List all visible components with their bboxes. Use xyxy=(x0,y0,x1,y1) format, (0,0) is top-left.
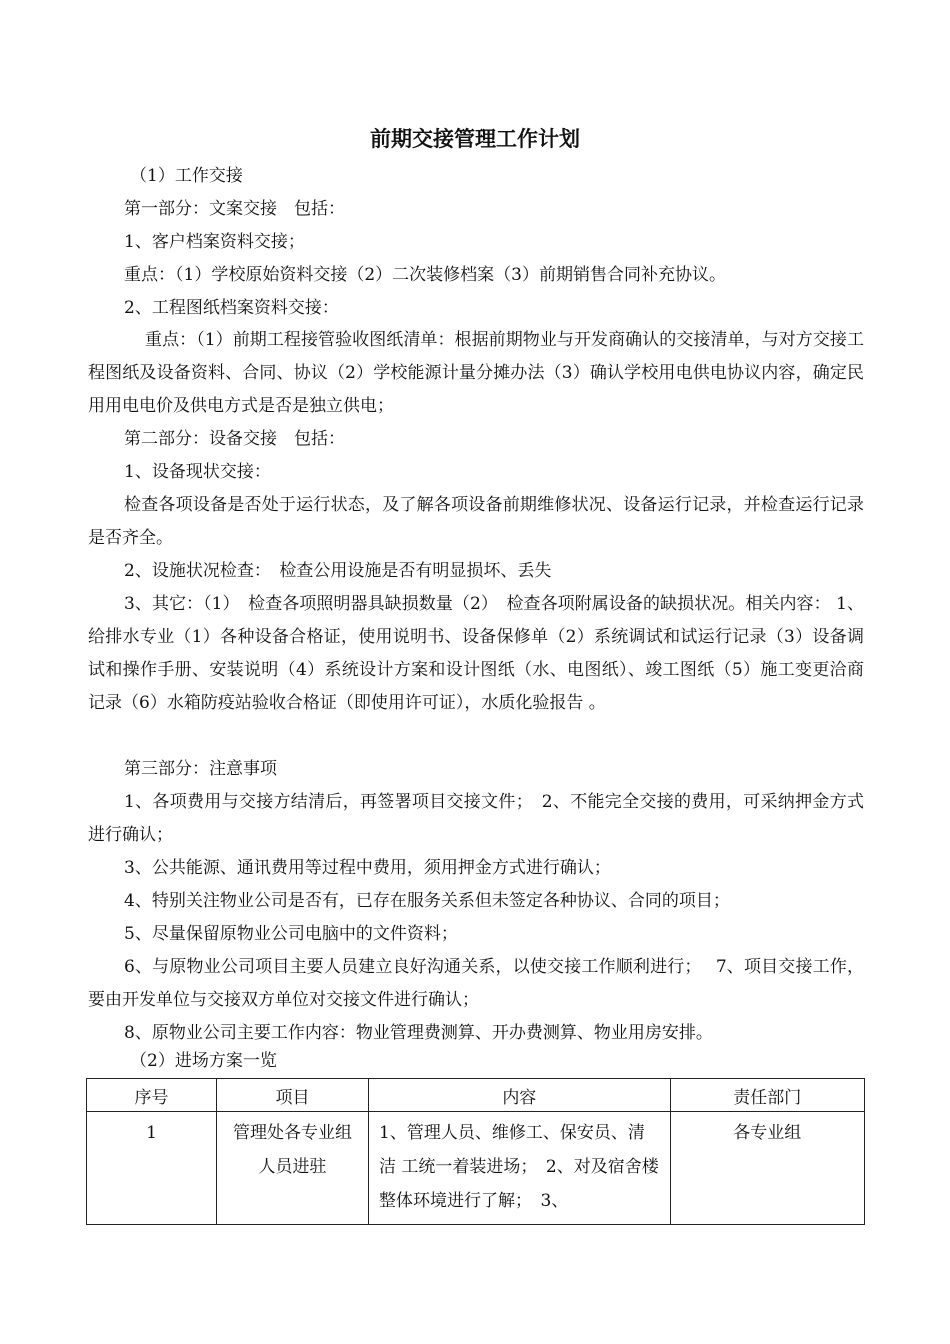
table-header-row xyxy=(87,1079,865,1112)
paragraph: 重点：（1）前期工程接管验收图纸清单：根据前期物业与开发商确认的交接清单，与对方交接工程图纸及设备资料、合同、协议（2）学校能源计量分摊办法（3）确认学校用电供电协议内容，确定民用用电电价及供电方式是否是独立供电； xyxy=(88,330,864,416)
paragraph: 8、原物业公司主要工作内容：物业管理费测算、开办费测算、物业用房安排。 xyxy=(124,1023,713,1043)
table-row xyxy=(87,1112,865,1225)
section-heading: （2）进场方案一览 xyxy=(130,1051,277,1071)
section-heading: （1）工作交接 xyxy=(130,166,243,186)
paragraph: 3、公共能源、通讯费用等过程中费用，须用押金方式进行确认； xyxy=(124,858,611,878)
cell-item: 管理处各专业组人员进驻 xyxy=(217,1112,369,1225)
paragraph: 1、设备现状交接： xyxy=(124,462,271,482)
paragraph: 1、各项费用与交接方结清后，再签署项目交接文件； 2、不能完全交接的费用，可采纳押金方式进行确认； xyxy=(88,792,864,845)
header-dept: 责任部门 xyxy=(670,1079,864,1112)
paragraph: 2、工程图纸档案资料交接： xyxy=(124,298,339,318)
paragraph: 3、其它：（1） 检查各项照明器具缺损数量（2） 检查各项附属设备的缺损状况。相关内容： 1、给排水专业（1）各种设备合格证，使用说明书、设备保修单（2）系统调试和试运行记录（3）设备调试和操作手册、安装说明（4）系统设计方案和设计图纸（水、电图纸）、竣工图纸（5）施工变更洽商记录（6）水箱防疫站验收合格证（即使用许可证），水质化验报告 。 xyxy=(88,594,864,713)
header-content: 内容 xyxy=(369,1079,671,1112)
paragraph: 重点：（1）学校原始资料交接（2）二次装修档案（3）前期销售合同补充协议。 xyxy=(124,265,726,285)
header-no: 序号 xyxy=(87,1079,217,1112)
paragraph: 2、设施状况检查： 检查公用设施是否有明显损坏、丢失 xyxy=(124,561,552,581)
cell-content: 1、管理人员、维修工、保安员、清洁 工统一着装进场； 2、对及宿舍楼整体环境进行了解； 3、 xyxy=(369,1112,671,1225)
paragraph: 6、与原物业公司项目主要人员建立良好沟通关系，以使交接工作顺利进行； 7、项目交接工作，要由开发单位与交接双方单位对交接文件进行确认； xyxy=(88,957,864,1010)
entry-plan-table xyxy=(86,1078,865,1225)
paragraph: 1、客户档案资料交接； xyxy=(124,232,305,252)
paragraph: 5、尽量保留原物业公司电脑中的文件资料； xyxy=(124,924,458,944)
part-heading: 第三部分：注意事项 xyxy=(124,759,277,779)
part-heading: 第一部分：文案交接 包括： xyxy=(124,199,345,219)
paragraph: 4、特别关注物业公司是否有，已存在服务关系但未签定各种协议、合同的项目； xyxy=(124,891,730,911)
paragraph: 检查各项设备是否处于运行状态，及了解各项设备前期维修状况、设备运行记录，并检查运行记录是否齐全。 xyxy=(88,495,864,548)
cell-dept: 各专业组 xyxy=(670,1112,864,1225)
cell-no: 1 xyxy=(87,1112,217,1225)
document-title: 前期交接管理工作计划 xyxy=(370,127,580,151)
part-heading: 第二部分：设备交接 包括： xyxy=(124,429,345,449)
header-item: 项目 xyxy=(217,1079,369,1112)
